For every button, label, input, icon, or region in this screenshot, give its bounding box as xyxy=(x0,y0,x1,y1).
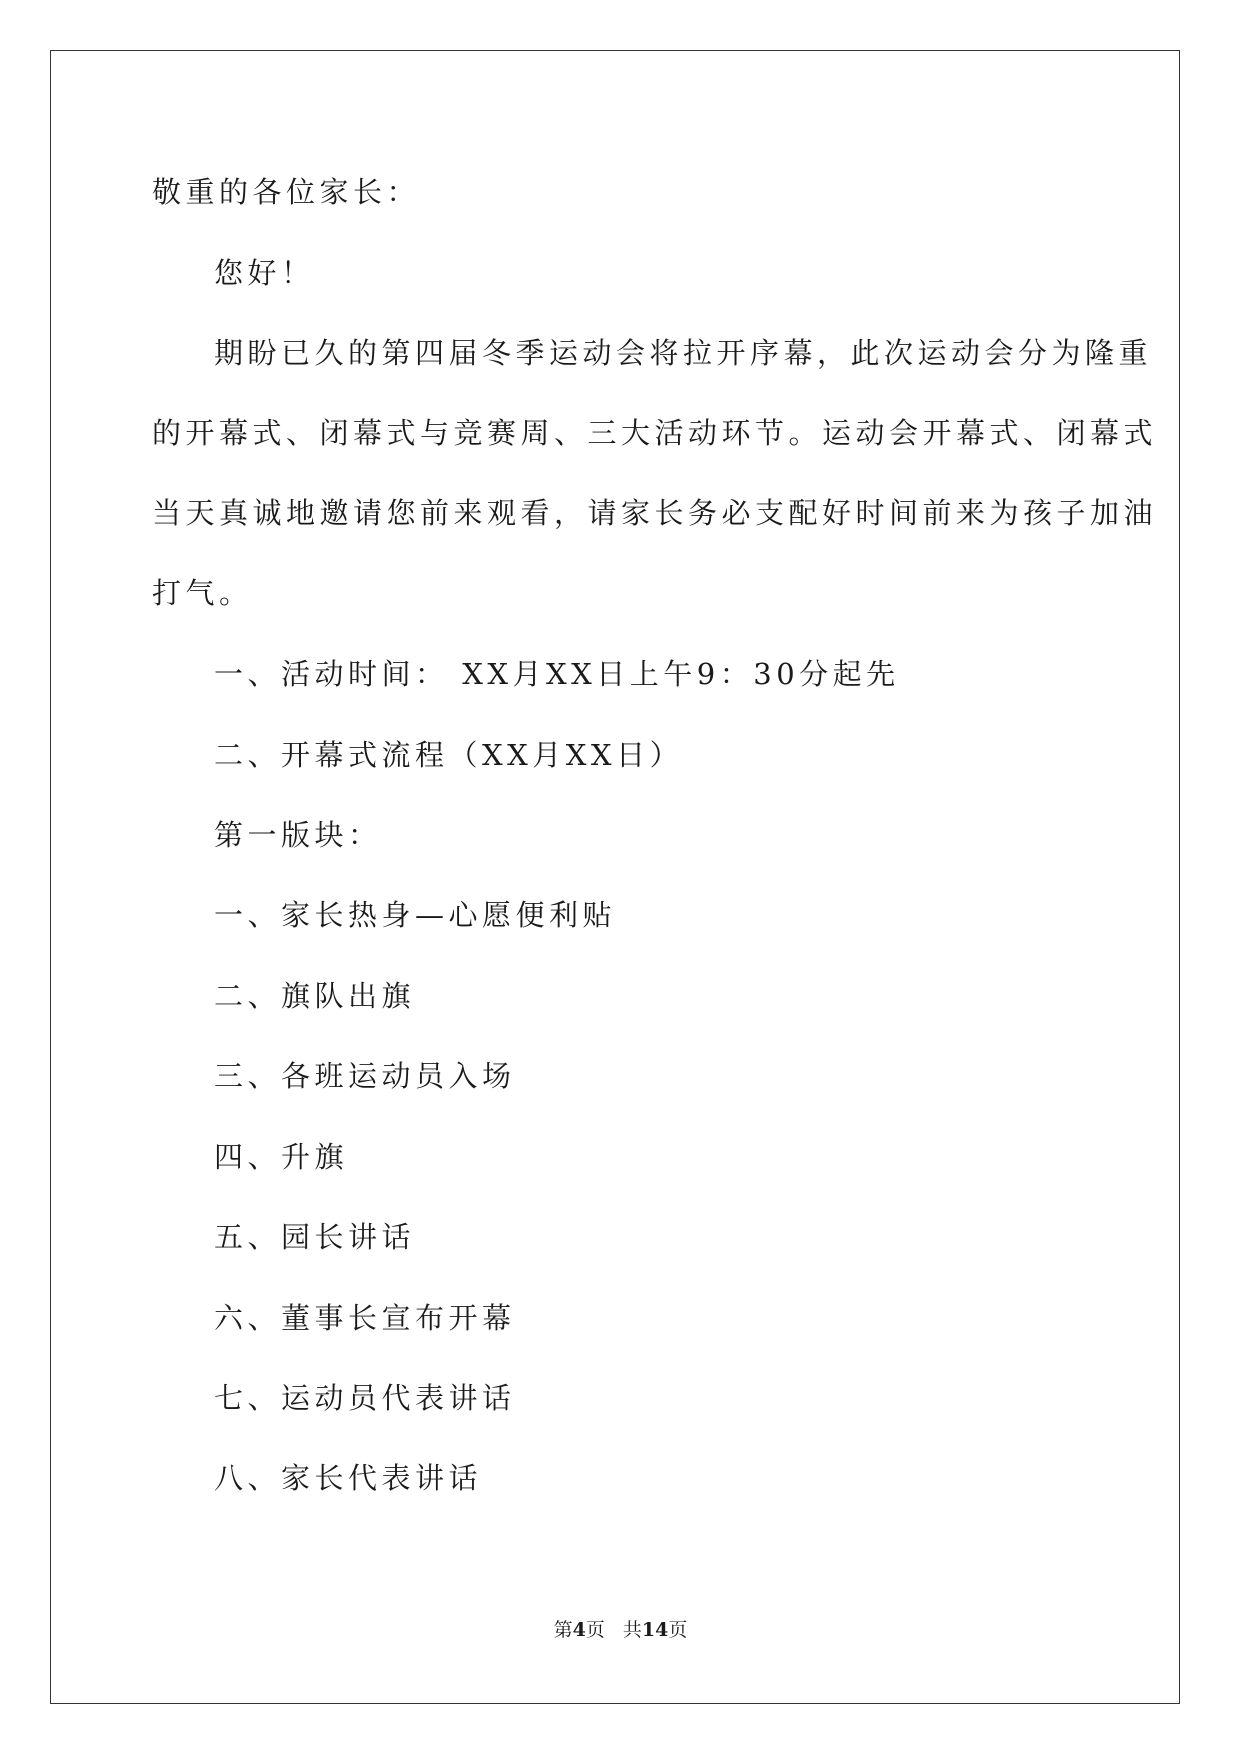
paragraph-line: 期盼已久的第四届冬季运动会将拉开序幕，此次运动会分为隆重 xyxy=(214,336,1153,370)
activity-time: 一、活动时间： XX月XX日上午9：30分起先 xyxy=(214,657,900,691)
list-item: 七、运动员代表讲话 xyxy=(214,1381,516,1415)
ceremony-heading: 二、开幕式流程（XX月XX日） xyxy=(214,738,684,772)
list-item: 三、各班运动员入场 xyxy=(214,1059,516,1093)
paragraph-line: 打气。 xyxy=(152,576,253,610)
footer-total-prefix: 共 xyxy=(622,1619,642,1641)
footer-total-suffix: 页 xyxy=(668,1619,688,1641)
current-page-number: 4 xyxy=(572,1619,586,1641)
list-item: 四、升旗 xyxy=(214,1140,349,1174)
greeting: 您好！ xyxy=(214,256,315,290)
salutation: 敬重的各位家长： xyxy=(152,175,421,209)
page-frame xyxy=(50,50,1180,1704)
paragraph-line: 当天真诚地邀请您前来观看，请家长务必支配好时间前来为孩子加油 xyxy=(152,496,1158,530)
total-pages: 14 xyxy=(641,1619,669,1641)
list-item: 二、旗队出旗 xyxy=(214,979,416,1013)
footer-prefix: 第 xyxy=(553,1619,573,1641)
page-footer xyxy=(0,1618,1241,1642)
list-item: 一、家长热身—心愿便利贴 xyxy=(214,898,617,932)
paragraph-line: 的开幕式、闭幕式与竞赛周、三大活动环节。运动会开幕式、闭幕式 xyxy=(152,416,1158,450)
list-item: 八、家长代表讲话 xyxy=(214,1461,483,1495)
footer-page-suffix: 页 xyxy=(585,1619,605,1641)
list-item: 六、董事长宣布开幕 xyxy=(214,1301,516,1335)
list-item: 五、园长讲话 xyxy=(214,1220,416,1254)
section-label: 第一版块： xyxy=(214,818,382,852)
